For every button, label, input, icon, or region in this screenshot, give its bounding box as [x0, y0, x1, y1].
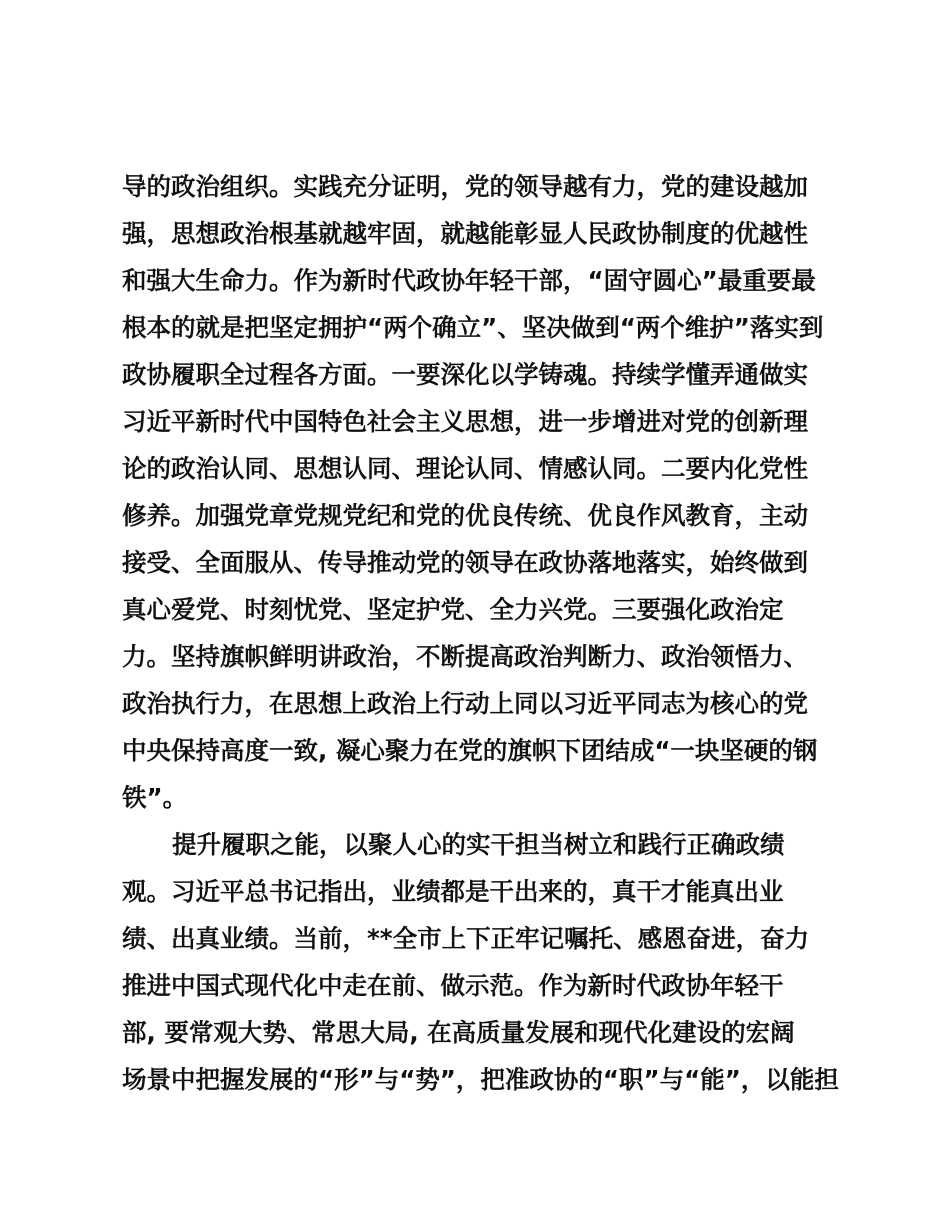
text-line: 提升履职之能，以聚人心的实干担当树立和践行正确政绩	[172, 830, 785, 859]
text-line: 绩、出真业绩。当前，**全市上下正牢记嘱托、感恩奋进，奋力	[122, 924, 810, 953]
text-line: 强，思想政治根基就越牢固，就越能彰显人民政协制度的优越性	[122, 219, 808, 248]
paragraph	[122, 163, 842, 821]
text-line: 政协履职全过程各方面。一要深化以学铸魂。持续学懂弄通做实	[122, 360, 808, 389]
text-line: 真心爱党、时刻忧党、坚定护党、全力兴党。三要强化政治定	[122, 595, 784, 624]
text-line: 推进中国式现代化中走在前、做示范。作为新时代政协年轻干	[122, 971, 784, 1000]
paragraph	[122, 821, 842, 1103]
text-line: 根本的就是把坚定拥护“两个确立”、坚决做到“两个维护”落实到	[122, 313, 824, 342]
text-line: 政治执行力，在思想上政治上行动上同以习近平同志为核心的党	[122, 689, 808, 718]
text-line: 修养。加强党章党规党纪和党的优良传统、优良作风教育，主动	[122, 501, 808, 530]
text-line: 中央保持高度一致, 凝心聚力在党的旗帜下团结成“一块坚硬的钢	[122, 736, 818, 765]
text-line: 铁”。	[122, 783, 188, 812]
text-line: 场景中把握发展的“形”与“势”，把准政协的“职”与“能”，以能担	[122, 1065, 839, 1094]
text-line: 部, 要常观大势、常思大局, 在高质量发展和现代化建设的宏阔	[122, 1018, 795, 1047]
text-line: 观。习近平总书记指出，业绩都是干出来的，真干才能真出业	[122, 877, 784, 906]
text-line: 和强大生命力。作为新时代政协年轻干部，“固守圆心”最重要最	[122, 266, 816, 295]
text-line: 力。坚持旗帜鲜明讲政治，不断提高政治判断力、政治领悟力、	[122, 642, 808, 671]
text-line: 导的政治组织。实践充分证明，党的领导越有力，党的建设越加	[122, 172, 808, 201]
text-line: 论的政治认同、思想认同、理论认同、情感认同。二要内化党性	[122, 454, 808, 483]
text-line: 习近平新时代中国特色社会主义思想，进一步增进对党的创新理	[122, 407, 808, 436]
text-line: 接受、全面服从、传导推动党的领导在政协落地落实，始终做到	[122, 548, 808, 577]
document-body	[122, 163, 842, 1103]
